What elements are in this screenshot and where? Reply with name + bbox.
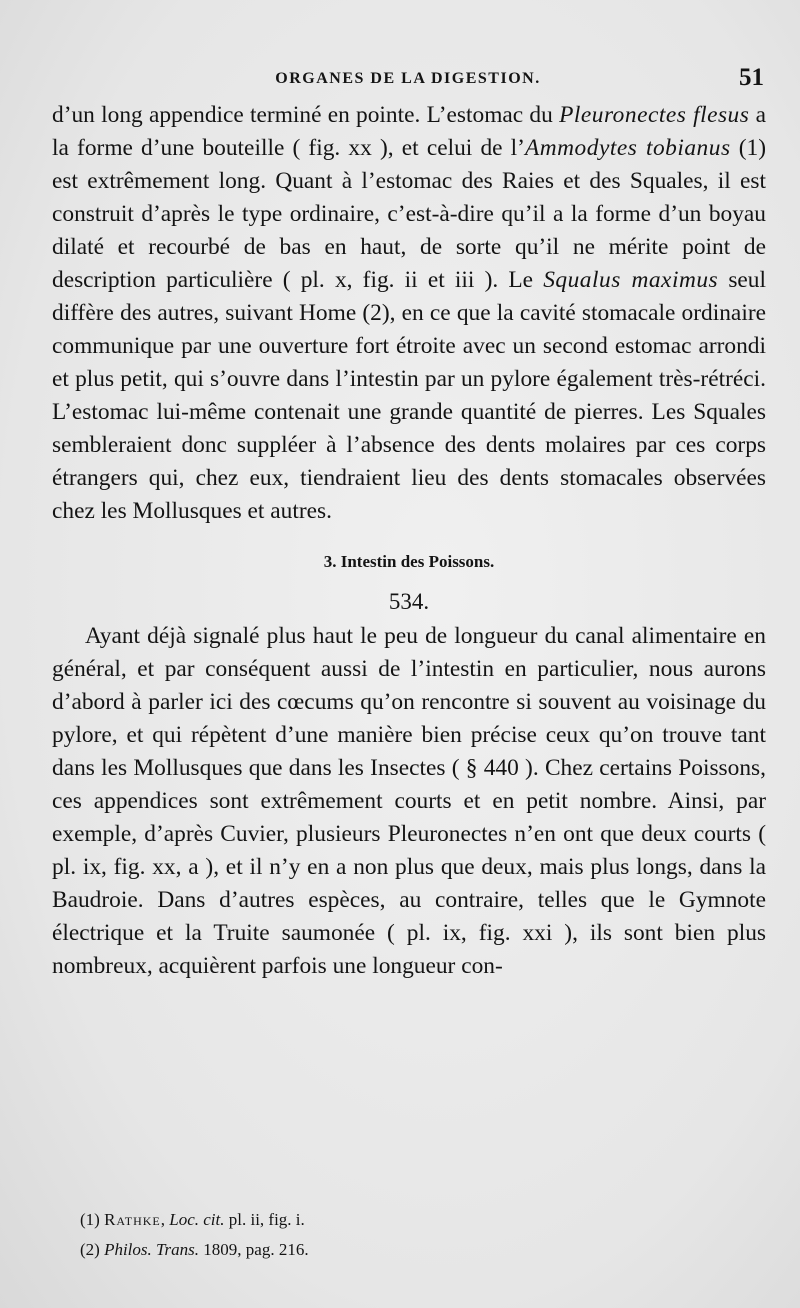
footnote-2 — [80, 1235, 760, 1265]
species-name: Pleuronectes flesus — [559, 102, 750, 128]
text-run: seul diffère des autres, suivant Home (2), en ce que la cavité stomacale ordinaire communique par une ouverture fort étroite avec un second estomac arrondi et plus petit, qui s’ouvre dans l’intestin par un pylore également très-rétréci. L’estomac lui-même contenait une grande quantité de pierres. Les Squales sembleraient donc suppléer à l’absence des dents molaires par ces corps étrangers qui, chez eux, tiendraient lieu des dents stomacales observées chez les Mollusques et autres. — [52, 267, 766, 524]
section-title: 3. Intestin des Poissons. — [323, 552, 495, 571]
footnote-author: Rathke — [104, 1210, 161, 1229]
text-run: (1) est extrêmement long. Quant à l’estomac des Raies et des Squales, il est construit d’après le type ordinaire, c’est-à-dire qu’il a la forme d’un boyau dilaté et recourbé de bas en haut, de sorte qu’il ne mérite point de description particulière ( pl. x, fig. ii et iii ). Le — [52, 135, 766, 293]
footnote-mark: (1) — [80, 1210, 105, 1229]
page-number: 51 — [739, 64, 764, 91]
paragraph-number: 534. — [388, 589, 430, 614]
text-run: a la forme d’une bouteille ( fig. xx ), et celui de l’ — [52, 102, 766, 161]
species-name: Squalus maximus — [543, 267, 719, 293]
footnote-separator: , — [160, 1210, 170, 1229]
page-header — [52, 64, 764, 94]
footnotes — [80, 1205, 760, 1265]
footnote-detail: 1809, pag. 216. — [199, 1240, 309, 1259]
footnote-detail: pl. ii, fig. i. — [224, 1210, 305, 1229]
text-run: d’un long appendice terminé en pointe. L’estomac du — [52, 102, 560, 128]
paragraph-stomach — [52, 99, 766, 528]
footnote-mark: (2) — [80, 1240, 105, 1259]
paragraph-intestine: Ayant déjà signalé plus haut le peu de longueur du canal alimentaire en général, et par conséquent aussi de l’intestin en particulier, nous aurons d’abord à parler ici des cœcums qu’on rencontre si souvent au voisinage du pylore, et qui répètent d’une manière bien précise ceux qu’on trouve tant dans les Mollusques que dans les Insectes ( § 440 ). Chez certains Poissons, ces appendices sont extrêmement courts et en petit nombre. Ainsi, par exemple, d’après Cuvier, plusieurs Pleuronectes n’en ont que deux courts ( pl. ix, fig. xx, a ), et il n’y en a non plus que deux, mais plus longs, dans la Baudroie. Dans d’autres espèces, au contraire, telles que le Gymnote électrique et la Truite saumonée ( pl. ix, fig. xxi ), ils sont bien plus nombreux, acquièrent parfois une longueur con- — [52, 623, 766, 979]
footnote-reference: Loc. cit. — [169, 1210, 225, 1229]
footnote-reference: Philos. Trans. — [104, 1240, 200, 1259]
main-text — [52, 99, 766, 983]
species-name: Ammodytes tobianus — [524, 135, 731, 161]
footnote-1 — [80, 1205, 760, 1235]
running-title: ORGANES DE LA DIGESTION. — [275, 70, 541, 87]
